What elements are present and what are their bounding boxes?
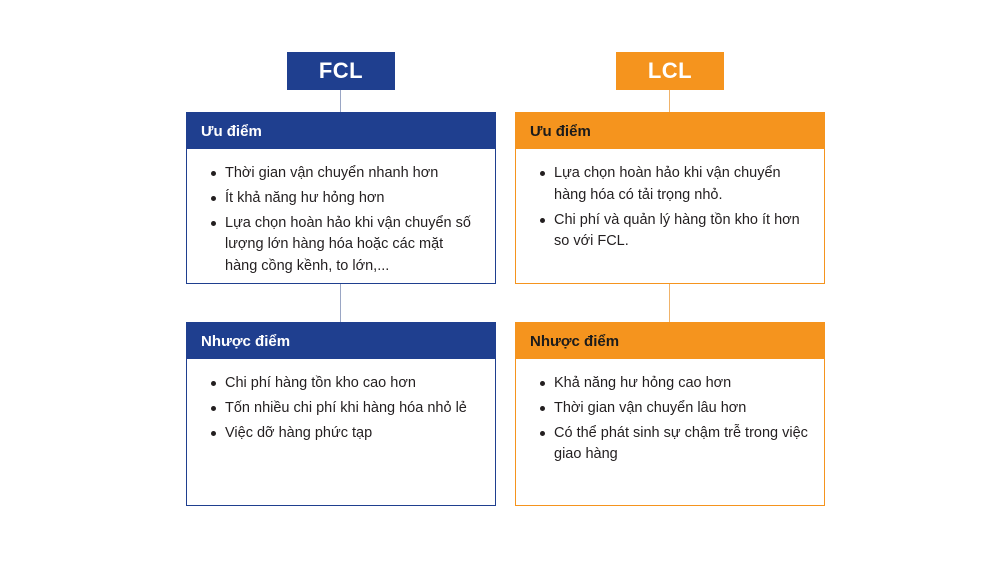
- list-item: Khả năng hư hỏng cao hơn: [554, 373, 808, 395]
- connector-lcl-title-to-pros: [669, 90, 670, 112]
- connector-fcl-title-to-pros: [340, 90, 341, 112]
- list-fcl-pros: [203, 163, 479, 278]
- list-item: Chi phí hàng tồn kho cao hơn: [225, 373, 479, 395]
- list-item: Có thể phát sinh sự chậm trễ trong việc giao hàng: [554, 423, 808, 467]
- card-header-fcl-pros: Ưu điểm: [187, 113, 495, 149]
- list-item: Việc dỡ hàng phức tạp: [225, 423, 479, 445]
- list-lcl-cons: [532, 373, 808, 466]
- list-item: Thời gian vận chuyển lâu hơn: [554, 398, 808, 420]
- column-title-lcl: LCL: [616, 52, 724, 90]
- connector-lcl-pros-to-cons: [669, 284, 670, 322]
- card-body-lcl-pros: [516, 149, 824, 272]
- list-item: Chi phí và quản lý hàng tồn kho ít hơn so với FCL.: [554, 210, 808, 254]
- column-lcl: [515, 52, 825, 90]
- card-body-lcl-cons: [516, 359, 824, 485]
- card-fcl-pros: [186, 112, 496, 284]
- card-header-lcl-cons: Nhược điểm: [516, 323, 824, 359]
- list-item: Thời gian vận chuyển nhanh hơn: [225, 163, 479, 185]
- column-fcl: [186, 52, 496, 90]
- list-item: Tốn nhiều chi phí khi hàng hóa nhỏ lẻ: [225, 398, 479, 420]
- card-fcl-cons: [186, 322, 496, 506]
- list-fcl-cons: [203, 373, 479, 444]
- list-lcl-pros: [532, 163, 808, 253]
- column-title-fcl: FCL: [287, 52, 395, 90]
- list-item: Ít khả năng hư hỏng hơn: [225, 188, 479, 210]
- card-header-lcl-pros: Ưu điểm: [516, 113, 824, 149]
- card-lcl-pros: [515, 112, 825, 284]
- card-body-fcl-cons: [187, 359, 495, 463]
- card-body-fcl-pros: [187, 149, 495, 297]
- card-header-fcl-cons: Nhược điểm: [187, 323, 495, 359]
- card-lcl-cons: [515, 322, 825, 506]
- list-item: Lựa chọn hoàn hảo khi vận chuyển hàng hóa có tải trọng nhỏ.: [554, 163, 808, 207]
- list-item: Lựa chọn hoàn hảo khi vận chuyển số lượng lớn hàng hóa hoặc các mặt hàng cồng kềnh, to lớn,...: [225, 213, 479, 278]
